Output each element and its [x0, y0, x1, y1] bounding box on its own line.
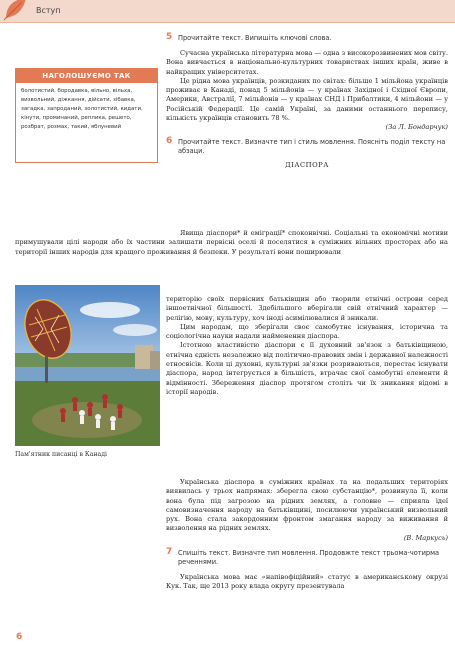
photo-caption: Пам'ятник писанці в Канаді: [15, 451, 107, 458]
text-heading: ДІАСПОРА: [285, 161, 329, 170]
task-5-paragraph: Це рідна мова українців, розкиданих по світах: більше 1 мільйона українців проживає в Канаді, понад 5 мільйонів — у країнах Західної і Східної Європи, Америки, Австралії, 7 мільйонів — у країнах СНД і Прибалтики, 4 мільйони — у Російській Федерації. Це самій Україні, за даними останнього перепису, кількість українців становить 78 %.: [166, 76, 448, 123]
task-5-number: 5: [166, 32, 173, 42]
main-column-top: [166, 34, 448, 170]
section-title: Вступ: [36, 6, 61, 15]
task-5-paragraph: Сучасна українська літературна мова — одна з високорозвинених мов світу. Вона вивчається в національно-культурних товариствах інших країн, живе в найкращих університетах.: [166, 49, 448, 76]
photo-illustration: [15, 285, 160, 446]
task-6-bottom-text: [166, 478, 448, 591]
task-6-paragraph: Українська діаспора в суміжних країнах та на подальших територіях виявилась у трьох напрямах: зберегла свою субстанцію*, розвинула її, коли вона була під загрозою на рідних землях, а головне — сприяла ідеї самовизначення народу на батьківщині, посилюючи український визвольний рух. Вона стала закордонним фронтом змагання народу за виживання й визволення на рідних землях.: [166, 478, 448, 533]
stress-words-box: [15, 68, 158, 163]
pysanka-monument-photo: [15, 285, 160, 446]
task-6-right-text: [166, 295, 448, 397]
task-5-author: (За Л. Бондарчук): [385, 123, 448, 132]
task-7-number: 7: [166, 546, 173, 557]
page-number: 6: [16, 632, 23, 642]
task-7-instruction: 7 Спишіть текст. Визначте тип мовлення. Продовжте текст трьома-чотирма реченнями.: [166, 546, 440, 566]
task-7-paragraph: Українська мова має «напівофіційний» статус в американському окрузі Кук. Так, ще 2013 року влада округу презентувала: [166, 572, 448, 591]
task-6-paragraph: Істотною властивістю діаспори є її духовний зв'язок з батьківщиною, етнічна єдність незалежно від політично-правових змін і державної належності етносвісів. Коли ці духовні, культурні зв'язки розриваються, перестає існувати діаспора, народ інтегрується в більшість, втрачає свої самобутні елементи й відмінності. Збереження діаспор протягом століть чи їх зникання відомі в історії народів.: [166, 341, 448, 396]
stress-words-title: НАГОЛОШУЄМО ТАК: [16, 69, 157, 83]
task-6-number: 6: [166, 136, 173, 147]
task-5-instruction: 5 Прочитайте текст. Випишіть ключові слова.: [166, 32, 332, 42]
task-6-instruction: 6 Прочитайте текст. Визначте тип і стиль мовлення. Поясніть поділ тексту на абзаци.: [166, 136, 446, 156]
leaf-ornament-icon: [2, 0, 30, 22]
task-6-paragraph: Явища діаспори* й еміграції* споконвічні. Соціальні та економічні мотиви примушували цілі народи або їх частини залишати первісні оселі й поселятися в суміжних вільних просторах або на території інших народів для кращого проживання й безпеки. У результаті вони поширювали: [15, 229, 448, 256]
task-6-top-text: [15, 229, 448, 257]
stress-words-list: болотистий, бородавка, вільно, вільха, визвольний, діжкання, дійсати, зібавка, загадка, запроданий, золотистий, кидати, кінути, проминаний, реплика, решето, розбрат, розмах, такий, яблуневий: [21, 88, 143, 130]
page-header: [0, 0, 455, 23]
task-6-author: (В. Маркусь): [403, 533, 448, 542]
task-6-paragraph: територію своїх первісних батьківщин або творили етнічні острови серед іншоетнічної більшості. Здебільшого вберігали свій етнічний характер — релігію, мову, культуру, хоч іноді асимілювалися й зникали.: [166, 295, 448, 322]
task-6-paragraph: Цим народам, що зберігали своє самобутнє існування, історична та соціологічна науки надали найменення діаспора.: [166, 322, 448, 341]
